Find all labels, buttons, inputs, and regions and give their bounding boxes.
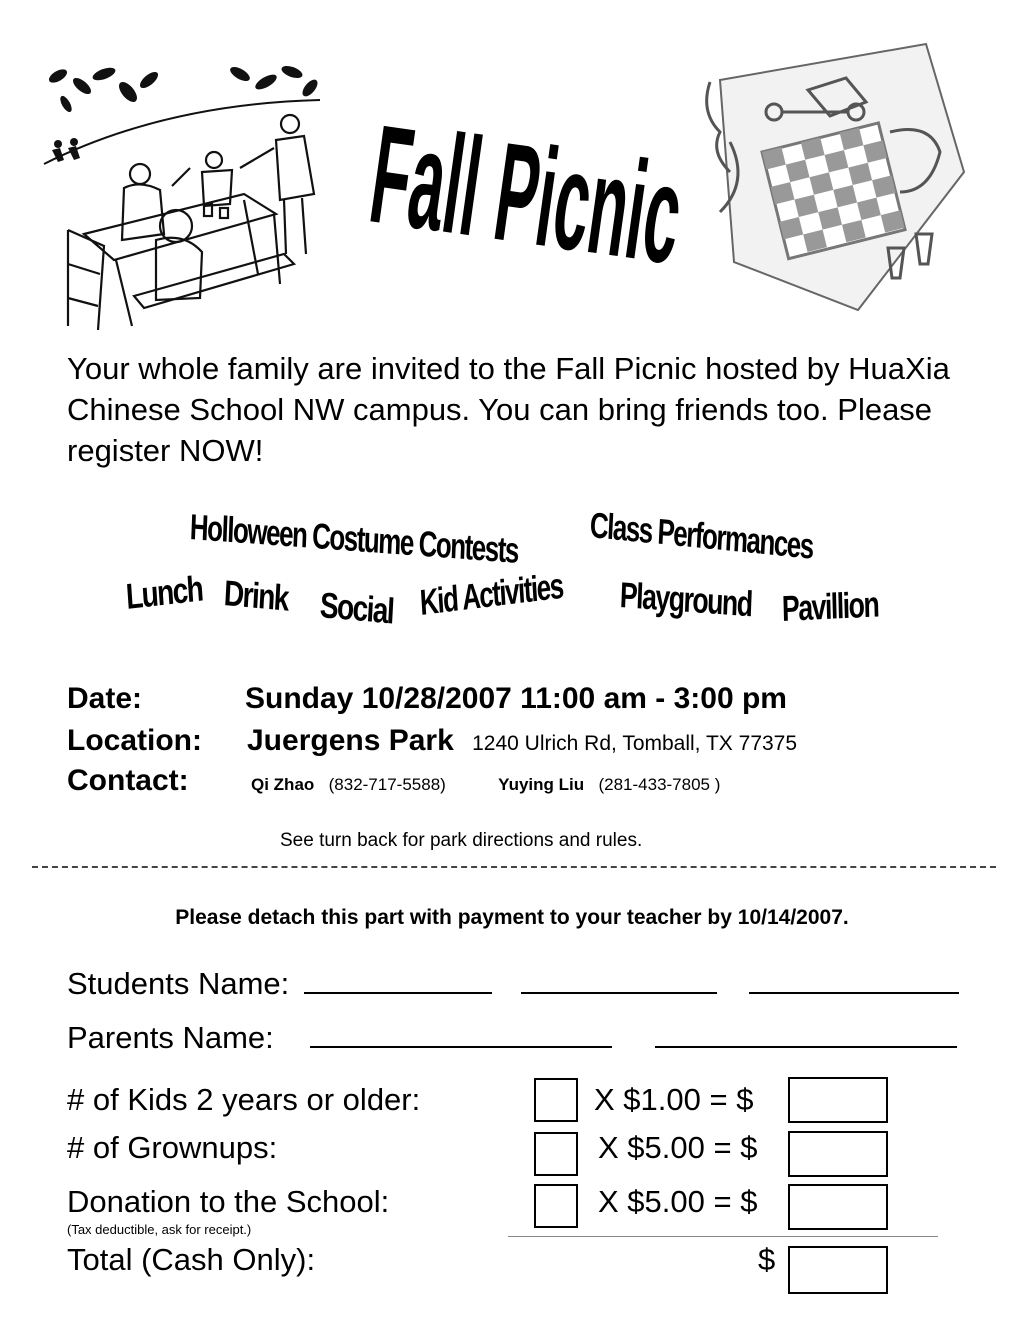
directions-note: See turn back for park directions and rules. (280, 830, 643, 851)
contact2-phone: (281-433-7805 ) (598, 775, 721, 794)
date-value: Sunday 10/28/2007 11:00 am - 3:00 pm (245, 682, 787, 715)
parents-name-row (67, 1020, 957, 1056)
activity-pavillion: Pavillion (781, 583, 879, 629)
activity-lunch: Lunch (124, 567, 204, 617)
contact-row (67, 764, 720, 798)
activity-class-performances: Class Performances (588, 504, 814, 567)
intro-paragraph: Your whole family are invited to the Fall Picnic hosted by HuaXia Chinese School NW campus. You can bring friends too. Please register NOW! (67, 351, 950, 468)
activity-playground: Playground (619, 574, 753, 625)
location-label: Location: (67, 724, 202, 757)
student-name-blank-2[interactable] (521, 966, 717, 994)
picnic-title-text: Fall Picnic (362, 94, 933, 328)
donation-label: Donation to the School: (67, 1184, 390, 1219)
kids-label: # of Kids 2 years or older: (67, 1082, 421, 1117)
picnic-title-art (362, 94, 933, 328)
activity-drink: Drink (222, 572, 289, 619)
picnic-blanket-illustration (690, 42, 970, 312)
contact1-name: Qi Zhao (251, 775, 315, 794)
donation-price: X $5.00 = $ (598, 1184, 758, 1219)
grownups-price: X $5.00 = $ (598, 1130, 758, 1165)
parents-name-label: Parents Name: (67, 1020, 274, 1055)
location-address: 1240 Ulrich Rd, Tomball, TX 77375 (472, 732, 798, 755)
student-name-blank-3[interactable] (749, 966, 959, 994)
grownups-label: # of Grownups: (67, 1130, 278, 1165)
contact2-name: Yuying Liu (498, 775, 585, 794)
donation-count-box[interactable] (534, 1184, 578, 1228)
grownups-subtotal-box[interactable] (788, 1131, 888, 1177)
total-separator-line (508, 1236, 938, 1237)
activity-social: Social (318, 584, 395, 632)
date-label: Date: (67, 682, 143, 715)
donation-note: (Tax deductible, ask for receipt.) (67, 1222, 252, 1237)
location-name: Juergens Park (247, 724, 454, 757)
kids-count-box[interactable] (534, 1078, 578, 1122)
picnic-scene-illustration (44, 64, 324, 336)
activity-costume-contests: Holloween Costume Contests (189, 506, 519, 571)
detach-line (32, 866, 996, 868)
student-name-blank-1[interactable] (304, 966, 492, 994)
total-dollar-sign: $ (758, 1242, 776, 1277)
total-label: Total (Cash Only): (67, 1242, 316, 1277)
activity-kid-activities: Kid Activities (418, 564, 564, 623)
date-row (67, 682, 787, 716)
location-row (67, 724, 797, 758)
detach-note: Please detach this part with payment to your teacher by 10/14/2007. (175, 906, 849, 929)
parent-name-blank-2[interactable] (655, 1020, 957, 1048)
kids-price: X $1.00 = $ (594, 1082, 754, 1117)
students-name-row (67, 966, 959, 1002)
total-amount-box[interactable] (788, 1246, 888, 1294)
picnic-title (362, 94, 933, 328)
contact-label: Contact: (67, 764, 189, 797)
grownups-count-box[interactable] (534, 1132, 578, 1176)
contact1-phone: (832-717-5588) (328, 775, 446, 794)
kids-subtotal-box[interactable] (788, 1077, 888, 1123)
parent-name-blank-1[interactable] (310, 1020, 612, 1048)
students-name-label: Students Name: (67, 966, 290, 1001)
donation-subtotal-box[interactable] (788, 1184, 888, 1230)
